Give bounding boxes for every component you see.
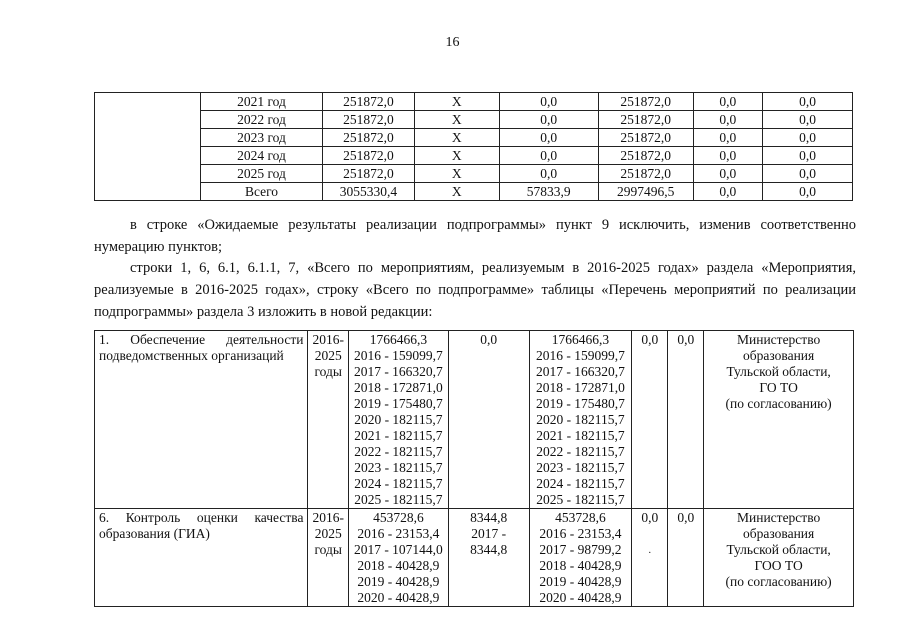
federal-cell: 57833,9 [499,183,598,201]
measure-name-cell [95,509,308,607]
federal-cell: 0,0 [499,93,598,111]
year-cell: 2023 год [201,129,323,147]
total-funding-cell: 1766466,3 2016 - 159099,7 2017 - 166320,7 2018 - 172871,0 2019 - 175480,7 2020 - 182115,7 2021 - 182115,7 2022 - 182115,7 2023 - 182115,7 2024 - 182115,7 2025 - 182115,7 [348,331,448,509]
period-cell: 2016- 2025 годы [308,509,349,607]
financing-table-top [94,92,853,201]
x-cell: Х [414,111,499,129]
period-cell: 2016- 2025 годы [308,331,349,509]
table-row [95,183,853,201]
x-cell: Х [414,129,499,147]
year-cell: 2022 год [201,111,323,129]
table-row [95,165,853,183]
local-cell: 0,0 [693,165,763,183]
responsible-cell: Министерство образования Тульской области, ГО ТО (по согласованию) [704,331,854,509]
table-row [95,129,853,147]
total-cell: 3055330,4 [322,183,414,201]
other-cell: 0,0 [763,111,853,129]
federal-funding-cell: 8344,8 2017 - 8344,8 [448,509,529,607]
other-cell: 0,0 [763,183,853,201]
regional-cell: 251872,0 [598,147,693,165]
x-cell: Х [414,165,499,183]
total-cell: 251872,0 [322,147,414,165]
other-cell: 0,0 [763,93,853,111]
local-cell: 0,0 [693,147,763,165]
year-cell: Всего [201,183,323,201]
x-cell: Х [414,93,499,111]
measure-name-cell [95,331,308,509]
total-cell: 251872,0 [322,165,414,183]
regional-cell: 251872,0 [598,165,693,183]
total-cell: 251872,0 [322,129,414,147]
measure-name-line: 1. Обеспечение деятельности [99,332,304,347]
paragraph-expected-results: в строке «Ожидаемые результаты реализации подпрограммы» пункт 9 исключить, изменив соответственно нумерацию пунктов; [94,217,856,255]
table-row [95,93,853,111]
paragraph-replace-rows: строки 1, 6, 6.1, 6.1.1, 7, «Всего по мероприятиям, реализуемым в 2016-2025 годах» раздела «Мероприятия, реализуемые в 2016-2025 годах», строку «Всего по подпрограмме» таблицы «Перечень мероприятий по реализации подпрограммы» раздела 3 изложить в новой редакции: [94,260,856,320]
local-cell: 0,0 [693,111,763,129]
other-cell: 0,0 [763,165,853,183]
table-row [95,331,854,509]
year-cell: 2024 год [201,147,323,165]
local-cell: 0,0 [693,93,763,111]
local-funding-value: 0,0 [641,510,659,525]
regional-funding-cell: 1766466,3 2016 - 159099,7 2017 - 166320,7 2018 - 172871,0 2019 - 175480,7 2020 - 182115,7 2021 - 182115,7 2022 - 182115,7 2023 - 182115,7 2024 - 182115,7 2025 - 182115,7 [529,331,632,509]
measure-name-line: подведомственных организаций [99,348,284,363]
year-cell: 2025 год [201,165,323,183]
local-funding-cell: 0,0 [632,331,668,509]
other-cell: 0,0 [763,147,853,165]
other-funding-cell: 0,0 [668,509,704,607]
other-cell: 0,0 [763,129,853,147]
regional-cell: 251872,0 [598,129,693,147]
federal-funding-cell: 0,0 [448,331,529,509]
federal-cell: 0,0 [499,165,598,183]
measure-name-line: 6. Контроль оценки качества [99,510,304,525]
year-cell: 2021 год [201,93,323,111]
page-number: 16 [445,35,460,50]
regional-funding-cell: 453728,6 2016 - 23153,4 2017 - 98799,2 2018 - 40428,9 2019 - 40428,9 2020 - 40428,9 [529,509,632,607]
regional-cell: 2997496,5 [598,183,693,201]
local-funding-cell [632,509,668,607]
total-funding-cell: 453728,6 2016 - 23153,4 2017 - 107144,0 2018 - 40428,9 2019 - 40428,9 2020 - 40428,9 [348,509,448,607]
local-cell: 0,0 [693,183,763,201]
federal-cell: 0,0 [499,129,598,147]
x-cell: Х [414,183,499,201]
federal-cell: 0,0 [499,111,598,129]
federal-cell: 0,0 [499,147,598,165]
regional-cell: 251872,0 [598,93,693,111]
table-row [95,509,854,607]
local-cell: 0,0 [693,129,763,147]
table-row [95,111,853,129]
measure-name-line: образования (ГИА) [99,526,210,541]
x-cell: Х [414,147,499,165]
stray-dot: · [648,548,652,559]
responsible-cell: Министерство образования Тульской области, ГОО ТО (по согласованию) [704,509,854,607]
empty-merged-cell [95,93,201,201]
table-row [95,147,853,165]
regional-cell: 251872,0 [598,111,693,129]
total-cell: 251872,0 [322,93,414,111]
other-funding-cell: 0,0 [668,331,704,509]
measures-table [94,330,854,607]
total-cell: 251872,0 [322,111,414,129]
